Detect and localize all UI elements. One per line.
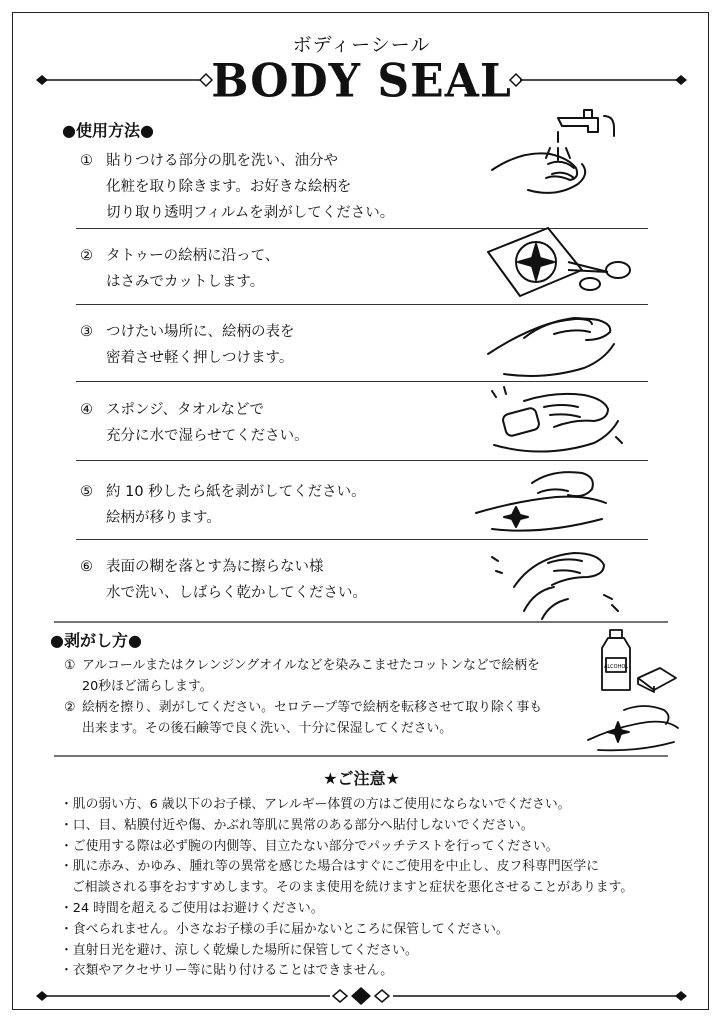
caution-notes <box>60 795 680 982</box>
removal-number: ① <box>64 658 76 673</box>
scissors-cutting-seal-icon <box>478 222 638 302</box>
washing-hands-under-faucet-icon <box>488 104 638 198</box>
usage-step-3 <box>80 319 480 371</box>
step-number: ② <box>80 248 93 264</box>
removal-number: ② <box>64 700 76 715</box>
step-number: ⑤ <box>80 484 93 500</box>
caution-note: ・肌に赤み、かゆみ、腫れ等の異常を感じた場合はすぐにご使用を中止し、皮フ科専門医学に <box>60 859 600 875</box>
removal-text: 出来ます。その後石鹸等で良く洗い、十分に保湿してください。 <box>82 721 453 736</box>
removal-heading: ●剥がし方● <box>50 631 142 650</box>
step-text: 約 10 秒したら紙を剥がしてください。 <box>106 484 366 500</box>
usage-heading: ●使用方法● <box>62 121 154 140</box>
caution-note: ・ご使用する際は必ず腕の内側等、目立たない部分でパッチテストを行ってください。 <box>60 838 559 854</box>
step-text: 充分に水で湿らせてください。 <box>106 428 309 444</box>
footer-rule <box>36 987 687 1005</box>
step-text: 切り取り透明フィルムを剥がしてください。 <box>106 205 395 221</box>
step-number: ④ <box>80 402 93 418</box>
usage-step-5 <box>80 479 480 531</box>
removal-text: 絵柄を擦り、剥がしてください。セロテープ等で絵柄を転移させて取り除く事も <box>82 700 543 715</box>
removal-item-2 <box>64 697 564 739</box>
header-rule-left <box>36 74 212 86</box>
rubbing-off-seal-icon <box>584 700 680 752</box>
caution-heading: ★ご注意★ <box>323 769 400 788</box>
step-text: はさみでカットします。 <box>106 274 265 290</box>
bottle-label: ALCOHOL <box>603 664 629 670</box>
header-rule-right <box>510 74 687 86</box>
usage-step-1 <box>80 148 480 226</box>
caution-note: ・肌の弱い方、6 歳以下のお子様、アレルギー体質の方はご使用にならないでください。 <box>60 797 571 812</box>
usage-step-4 <box>80 397 480 449</box>
wetting-with-sponge-icon <box>484 383 634 461</box>
caution-note: ・24 時間を超えるご使用はお避けください。 <box>60 900 324 916</box>
product-subtitle: ボディーシール <box>292 34 431 56</box>
pressing-seal-on-arm-icon <box>484 304 634 382</box>
product-title: BODY SEAL <box>211 54 512 109</box>
step-number: ⑥ <box>80 559 93 575</box>
caution-note: ・直射日光を避け、涼しく乾燥した場所に保管してください。 <box>60 942 418 958</box>
step-text: スポンジ、タオルなどで <box>106 402 264 418</box>
caution-note: ・食べられません。小さなお子様の手に届かないところに保管してください。 <box>60 921 509 937</box>
removal-text: 20秒ほど濡らします。 <box>82 679 213 694</box>
step-text: つけたい場所に、絵柄の表を <box>106 324 295 340</box>
caution-note: ・衣類やアクセサリー等に貼り付けることはできません。 <box>60 963 394 979</box>
step-divider <box>76 539 648 540</box>
peeling-paper-icon <box>472 463 632 539</box>
removal-text: アルコールまたはクレンジングオイルなどを染みこませたコットンなどで絵柄を <box>82 658 540 673</box>
step-text: 絵柄が移ります。 <box>106 510 221 526</box>
usage-step-6 <box>80 554 480 606</box>
step-text: 水で洗い、しばらく乾かしてください。 <box>106 585 367 601</box>
step-text: タトゥーの絵柄に沿って、 <box>106 248 280 264</box>
step-number: ③ <box>80 324 93 340</box>
caution-note-continued: ご相談される事をおすすめします。そのまま使用を続けますと症状を悪化させることがあります。 <box>72 880 634 896</box>
step-text: 表面の糊を落とす為に擦らない様 <box>106 559 324 575</box>
step-text: 密着させ軽く押しつけます。 <box>106 350 294 366</box>
rinsing-arm-with-water-icon <box>484 541 634 621</box>
alcohol-bottle-and-cotton-icon <box>596 626 680 696</box>
removal-item-1 <box>64 655 564 697</box>
step-text: 貼りつける部分の肌を洗い、油分や <box>106 153 338 169</box>
step-text: 化粧を取り除きます。お好きな絵柄を <box>106 179 352 195</box>
step-number: ① <box>80 153 93 169</box>
usage-step-2 <box>80 243 480 295</box>
caution-note: ・口、目、粘膜付近や傷、かぶれ等肌に異常のある部分へ貼付しないでください。 <box>60 817 534 833</box>
